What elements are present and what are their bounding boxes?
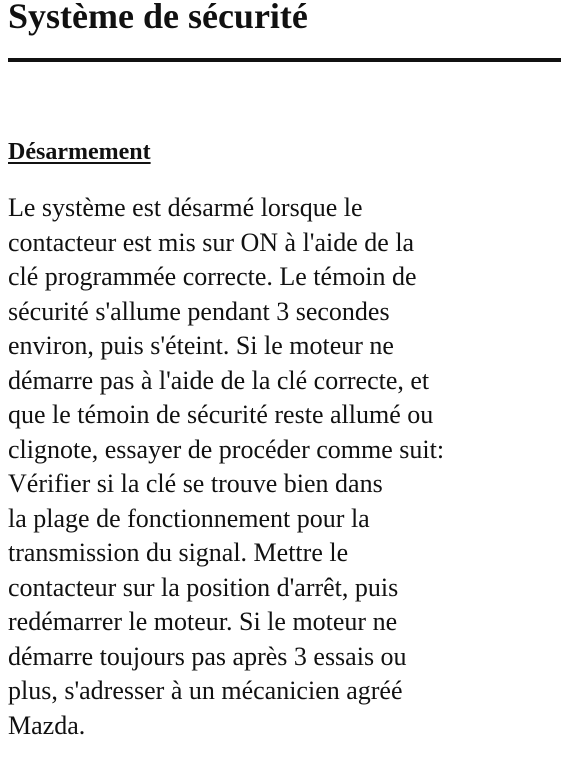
body-line: transmission du signal. Mettre le (8, 538, 349, 567)
body-line: plus, s'adresser à un mécanicien agréé (8, 676, 403, 705)
body-line: sécurité s'allume pendant 3 secondes (8, 296, 390, 326)
body-line: clignote, essayer de procéder comme suit: (8, 434, 445, 464)
body-line: contacteur est mis sur ON à l'aide de la (8, 227, 415, 257)
body-line: clé programmée correcte. Le témoin de (8, 262, 417, 291)
section-heading: Désarmement (8, 139, 151, 165)
body-line: démarre toujours pas après 3 essais ou (8, 641, 407, 671)
body-line: démarre pas à l'aide de la clé correcte, et (8, 365, 430, 395)
body-line: Mazda. (8, 710, 86, 740)
section-body (8, 191, 561, 743)
body-line: Le système est désarmé lorsque le (8, 193, 363, 222)
body-line: que le témoin de sécurité reste allumé ou (8, 400, 434, 429)
title-divider (8, 58, 561, 62)
body-line: contacteur sur la position d'arrêt, puis (8, 572, 399, 602)
body-line: environ, puis s'éteint. Si le moteur ne (8, 331, 394, 360)
body-line: la plage de fonctionnement pour la (8, 503, 370, 533)
body-line: Vérifier si la clé se trouve bien dans (8, 469, 383, 498)
body-line: redémarrer le moteur. Si le moteur ne (8, 607, 398, 636)
page-title: Système de sécurité (8, 0, 308, 36)
